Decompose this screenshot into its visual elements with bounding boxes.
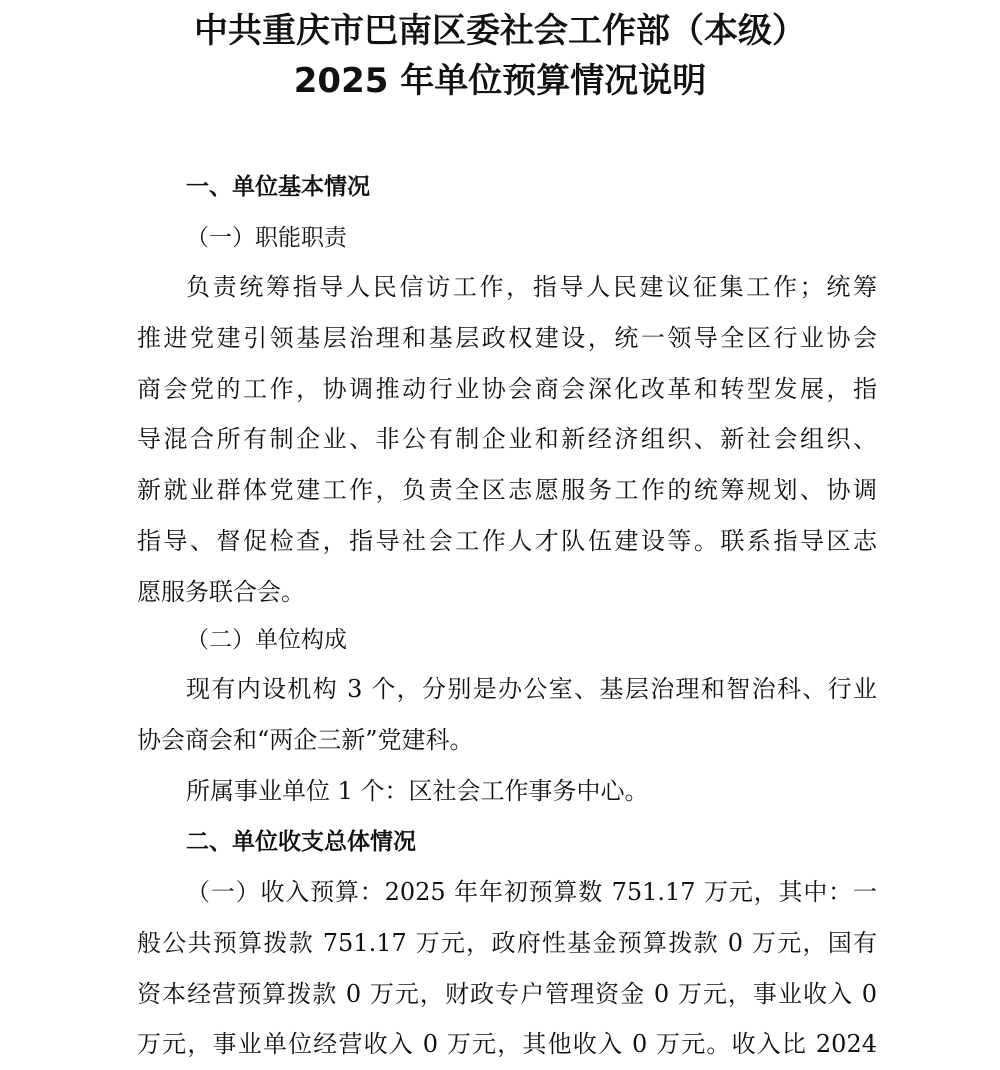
section-heading-income-expense: 二、单位收支总体情况 [186,829,416,855]
text-line: 新就业群体党建工作，负责全区志愿服务工作的统筹规划、协调 [137,476,877,505]
document-title-line-1: 中共重庆市巴南区委社会工作部（本级） [194,11,806,51]
text-line: 导混合所有制企业、非公有制企业和新经济组织、新社会组织、 [137,425,877,454]
paragraph-income-budget [137,867,877,1070]
subsection-heading-composition: （二）单位构成 [186,627,347,653]
text-line: 指导、督促检查，指导社会工作人才队伍建设等。联系指导区志 [137,526,877,555]
text-line: 般公共预算拨款 751.17 万元，政府性基金预算拨款 0 万元，国有 [137,928,877,957]
section-heading-basic-info: 一、单位基本情况 [186,174,370,200]
text-line: 现有内设机构 3 个，分别是办公室、基层治理和智治科、行业 [186,675,877,703]
text-line: 商会党的工作，协调推动行业协会商会深化改革和转型发展，指 [137,374,877,403]
document-title-line-2: 2025 年单位预算情况说明 [293,61,707,101]
paragraph-functions [137,262,877,618]
text-line: 推进党建引领基层治理和基层政权建设，统一领导全区行业协会 [137,323,877,352]
text-line: 所属事业单位 1 个：区社会工作事务中心。 [186,776,649,805]
text-line: 万元，事业单位经营收入 0 万元，其他收入 0 万元。收入比 2024 [137,1030,877,1059]
text-line: 协会商会和“两企三新”党建科。 [137,725,474,754]
subsection-heading-functions: （一）职能职责 [186,225,347,251]
paragraph-composition [137,664,877,816]
text-line: （一）收入预算：2025 年年初预算数 751.17 万元，其中：一 [186,878,877,906]
text-line: 资本经营预算拨款 0 万元，财政专户管理资金 0 万元，事业收入 0 [137,979,877,1008]
text-line: 愿服务联合会。 [137,577,305,606]
text-line: 负责统筹指导人民信访工作，指导人民建议征集工作；统筹 [186,273,877,301]
